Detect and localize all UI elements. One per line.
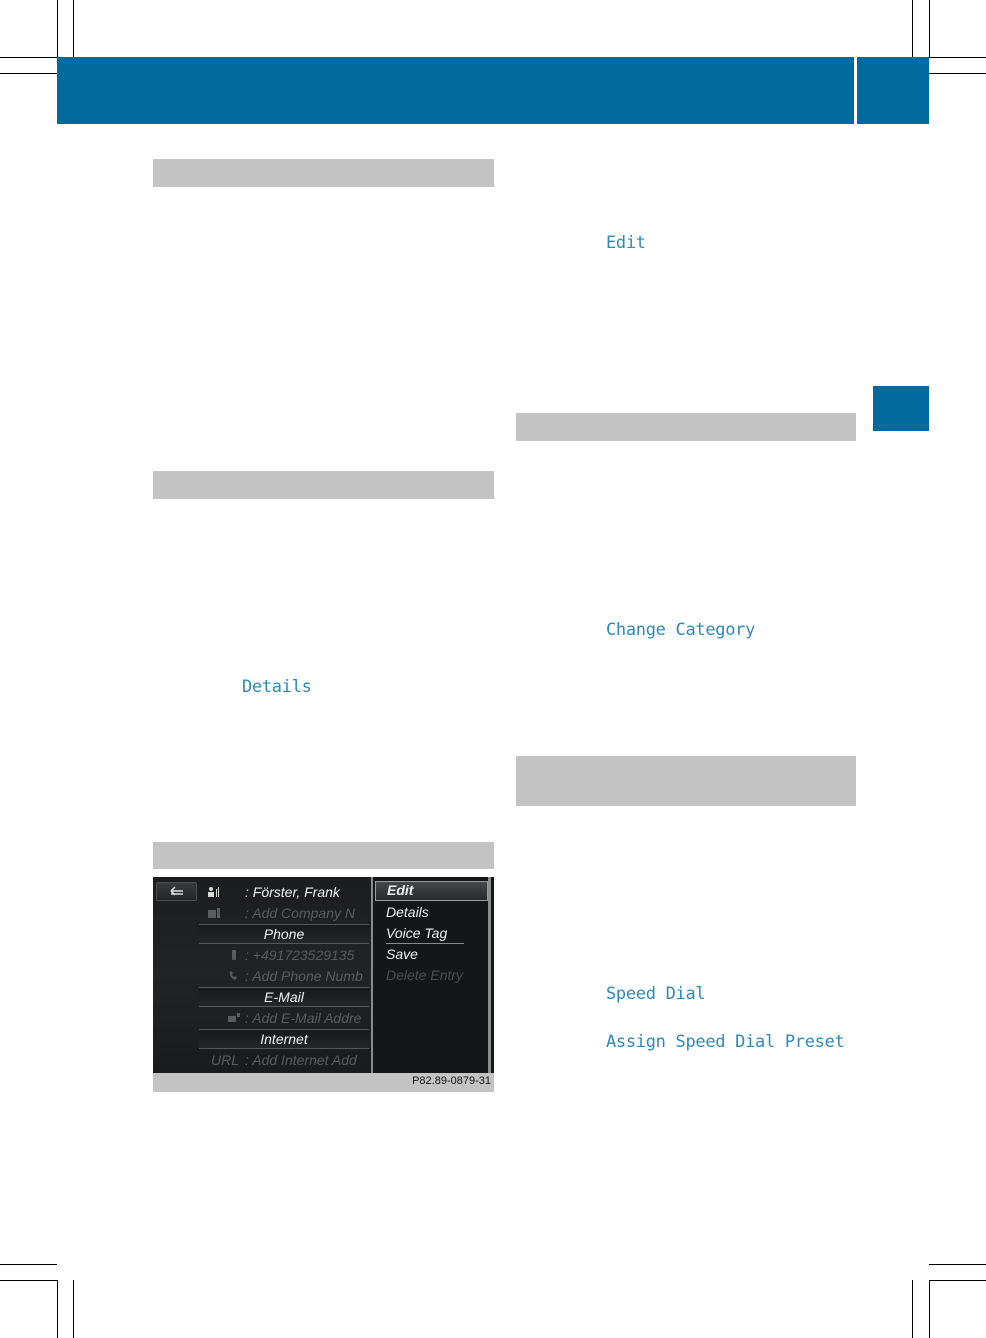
crop-mark [0,73,57,74]
crop-mark [929,73,986,74]
section-heading-bar [153,842,494,869]
list-item[interactable] [199,966,369,986]
crop-mark [929,57,986,58]
crop-mark [912,0,913,57]
assign-speed-dial-preset-menu-link[interactable]: Assign Speed Dial Preset [606,1032,845,1052]
crop-mark [57,1280,58,1338]
company-icon [207,907,221,919]
crop-mark [929,1280,930,1338]
options-menu [371,877,494,1073]
crop-mark [912,1280,913,1338]
list-item[interactable] [199,1008,369,1028]
email-placeholder: : Add E-Mail Addre [245,1010,362,1026]
phone-number: : +491723529135 [245,947,355,963]
list-item[interactable] [199,882,369,902]
menu-item-save[interactable]: Save [386,946,418,962]
url-placeholder: : Add Internet Add [245,1052,357,1068]
company-placeholder: : Add Company N [245,905,355,921]
phone-placeholder: : Add Phone Numb [245,968,363,984]
crop-mark [0,1280,57,1281]
crop-mark [929,1264,986,1265]
crop-mark [0,57,57,58]
speed-dial-menu-link[interactable]: Speed Dial [606,984,706,1004]
email-section-header: E-Mail [199,987,369,1007]
display-screen [153,877,494,1073]
figure-id: P82.89-0879-31 [412,1075,491,1087]
details-menu-link[interactable]: Details [242,677,312,697]
section-heading-bar [516,756,856,806]
mobile-phone-icon [227,949,241,961]
section-heading-bar [516,413,856,441]
internet-section-header: Internet [199,1029,369,1049]
figure-caption-bar [153,1073,494,1092]
page-header-bar [57,57,854,124]
email-icon [227,1012,241,1024]
section-heading-bar [153,159,494,187]
menu-divider [386,943,464,944]
menu-item-delete-entry: Delete Entry [386,967,464,983]
crop-mark [73,1280,74,1338]
menu-item-voice-tag[interactable]: Voice Tag [386,925,448,941]
phone-section-header: Phone [199,924,369,944]
url-label: URL [211,1052,240,1068]
list-item[interactable] [199,945,369,965]
crop-mark [73,0,74,57]
crop-mark [57,0,58,57]
change-category-menu-link[interactable]: Change Category [606,620,756,640]
crop-mark [929,1280,986,1281]
list-item[interactable] [199,1050,369,1070]
menu-item-edit[interactable]: Edit [375,881,488,901]
contact-person-icon [207,886,221,898]
back-arrow-icon [170,886,184,896]
crop-mark [929,0,930,57]
contact-screenshot-figure [153,877,494,1092]
menu-scrollbar[interactable] [488,877,491,1073]
list-item[interactable] [199,903,369,923]
page-number-tab [857,57,929,124]
contact-name: : Förster, Frank [245,884,340,900]
chapter-side-tab [873,386,929,431]
back-button[interactable] [156,882,197,901]
menu-item-details[interactable]: Details [386,904,429,920]
edit-menu-link[interactable]: Edit [606,233,646,253]
crop-mark [0,1264,57,1265]
section-heading-bar [153,471,494,499]
phone-handset-icon [227,970,241,982]
